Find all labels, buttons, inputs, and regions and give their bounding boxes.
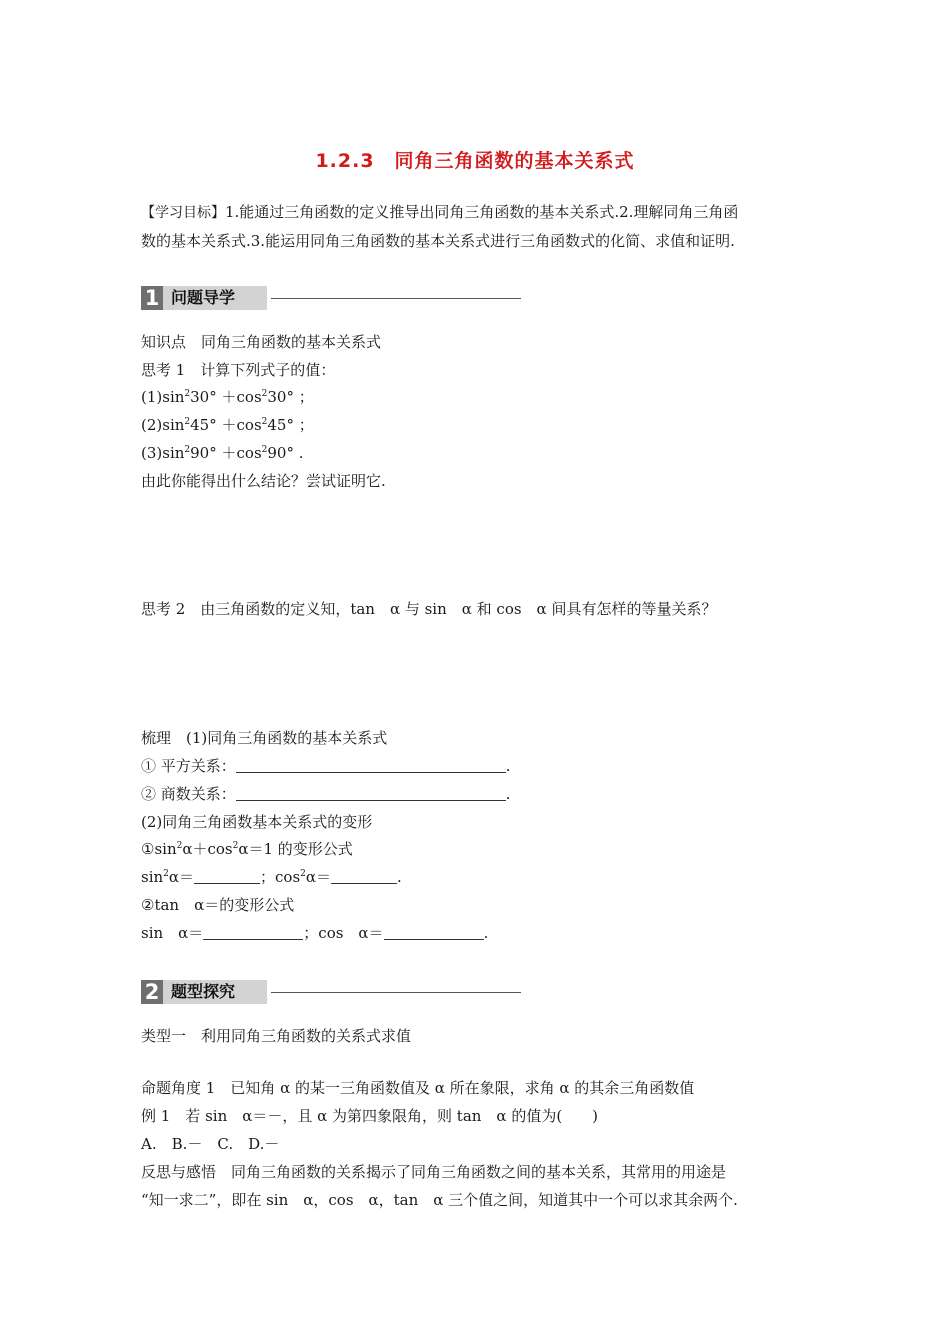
formula-3: ②tan α＝的变形公式: [141, 896, 295, 914]
section-number: 2: [141, 980, 163, 1004]
think2-prompt: 思考 2 由三角函数的定义知，tan α 与 sin α 和 cos α 间具有怎样的等量关系？: [141, 600, 717, 618]
answer-blank[interactable]: [236, 757, 506, 773]
answer-blank[interactable]: [236, 785, 506, 801]
learning-goals-line-2: 数的基本关系式.3.能运用同角三角函数的基本关系式进行三角函数式的化简、求值和证明.: [141, 232, 735, 250]
example-1: 例 1 若 sin α＝－，且 α 为第四象限角，则 tan α 的值为( ): [141, 1107, 599, 1125]
learning-goals: [141, 198, 813, 255]
section-label: 问题导学: [163, 286, 267, 310]
section-header-1: [141, 286, 521, 310]
quotient-relation: ② 商数关系： .: [141, 785, 511, 803]
think1-prompt: 思考 1 计算下列式子的值：: [141, 361, 336, 379]
summary-heading-2: (2)同角三角函数基本关系式的变形: [141, 813, 373, 831]
section-divider: [271, 298, 521, 299]
formula-1: $①\sin^2\alpha+\cos^2\alpha=1$ 的变形公式: [141, 840, 353, 858]
answer-blank[interactable]: [331, 868, 397, 884]
answer-blank[interactable]: [194, 868, 260, 884]
section-divider: [271, 992, 521, 993]
answer-options: A. B.－ C. D.－: [141, 1135, 280, 1153]
learning-goals-line-1: 1.能通过三角函数的定义推导出同角三角函数的基本关系式.2.理解同角三角函: [225, 203, 739, 221]
angle-heading: 命题角度 1 已知角 α 的某一三角函数值及 α 所在象限，求角 α 的其余三角函数值: [141, 1079, 695, 1097]
section-header-2: [141, 980, 521, 1004]
reflection-line-2: “知一求二”，即在 sin α，cos α，tan α 三个值之间，知道其中一个可以求其余两个.: [141, 1191, 738, 1209]
reflection-line-1: 反思与感悟 同角三角函数的关系揭示了同角三角函数之间的基本关系，其常用的用途是: [141, 1163, 727, 1181]
square-relation: ① 平方关系： .: [141, 757, 511, 775]
learning-goals-tag: 【学习目标】: [141, 205, 225, 221]
think1-item-3: $(3)\sin^290^\circ +\cos^290^\circ$ .: [141, 444, 304, 462]
answer-blank[interactable]: [203, 924, 303, 940]
think1-item-2: $(2)\sin^245^\circ +\cos^245^\circ$ ；: [141, 416, 314, 434]
section-label: 题型探究: [163, 980, 267, 1004]
formula-2: $\sin^2\alpha=$ ；$\cos^2\alpha=$ .: [141, 868, 402, 886]
formula-4: sin α＝ ；cos α＝ .: [141, 924, 489, 942]
page-title: 1.2.3 同角三角函数的基本关系式: [315, 150, 635, 172]
think1-question: 由此你能得出什么结论？尝试证明它.: [141, 472, 386, 490]
section-number: 1: [141, 286, 163, 310]
answer-blank[interactable]: [384, 924, 484, 940]
type-heading: 类型一 利用同角三角函数的关系式求值: [141, 1027, 412, 1045]
summary-heading: 梳理 (1)同角三角函数的基本关系式: [141, 729, 388, 747]
knowledge-point: 知识点 同角三角函数的基本关系式: [141, 333, 382, 351]
think1-item-1: $(1)\sin^230^\circ +\cos^230^\circ$ ；: [141, 388, 314, 406]
